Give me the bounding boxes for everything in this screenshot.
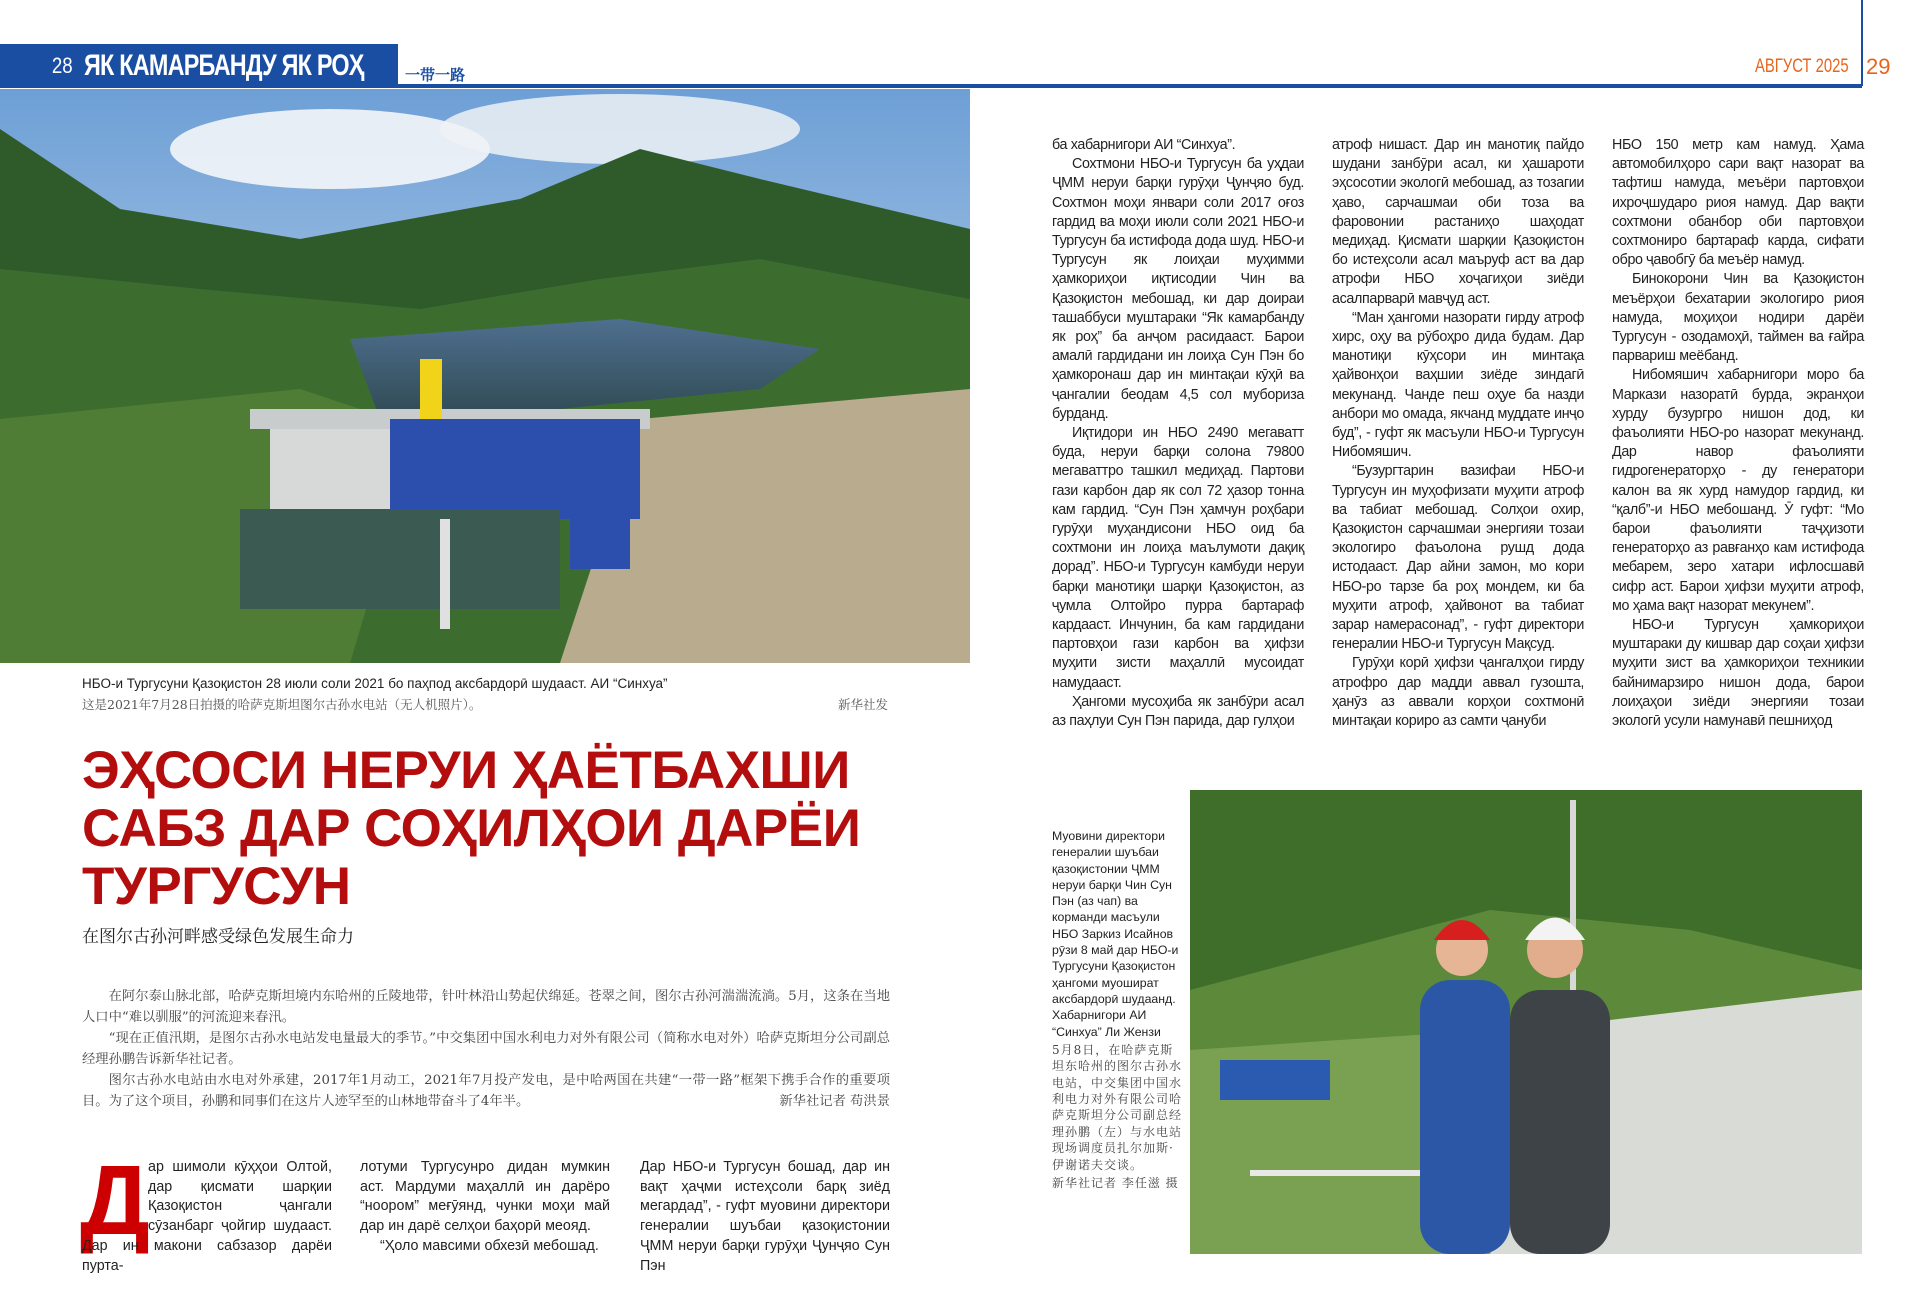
body-paragraph: атроф нишаст. Дар ин манотиқ пайдо шудани занбӯри асал, ки ҳашароти эҳсосотии экологӣ мебошад, аз тозагии ҳаво, сарчашмаи оби тоза ва фаровонии растаниҳо шаҳодат медиҳад. Қисмати шарқии Қазоқистон бо истеҳсоли асал маъруф аст ва дар атрофи НБО хоҷагиҳои зиёди асалпарварӣ мавҷуд аст. [1332, 137, 1584, 307]
body-paragraph: ба хабарнигори АИ “Синхуа”. [1052, 137, 1236, 153]
page-edge-rule [1861, 0, 1863, 86]
chinese-summary [82, 986, 890, 1112]
body-paragraph: “Ман ҳангоми назорати гирду атроф хирс, оҳу ва рӯбоҳро дида будам. Дар манотиқи кӯҳсори ин минтақа ҳайвонҳои ваҳшии зиёде зиндагӣ мекунанд. Чанде пеш оҳуе ба назди анбори мо омада, якчанд муддате инҷо буд”, - гуфт як масъули НБО-и Тургусун Нибомяшич. [1332, 309, 1584, 461]
drop-cap: Д [80, 1145, 150, 1255]
body-paragraph: ар шимоли кӯҳҳои Олтой, дар қисмати шарқии Қазоқистон ҷангали сӯзанбарг ҷойгир шудааст. Дар ин макони сабзазор дарёи пурта- [82, 1159, 332, 1274]
body-paragraph: “Ҳоло мавсими обхезӣ мебошад. [380, 1237, 599, 1254]
cn-paragraph: “现在正值汛期，是图尔古孙水电站发电量最大的季节。”中交集团中国水利电力对外有限公司（简称水电对外）哈萨克斯坦分公司副总经理孙鹏告诉新华社记者。 [82, 1031, 890, 1067]
body-paragraph: Нибомяшич хабарнигори моро ба Маркази назоратӣ бурда, экранҳои хурду бузургро нишон дод, ки фаъолияти НБО-ро назорат мекунанд. Дар навор фаъолияти гидрогенераторҳо - ду генератори калон ва як хурд намудор гардид, ки “қалб”-и НБО мебошанд. Ӯ гуфт: “Мо барои фаъолияти таҷҳизоти генераторҳо аз равғанҳо кам истифода мебарем, зеро хатари ифлосшавӣ сифр аст. Барои ҳифзи муҳити атроф, мо ҳама вақт назорат мекунем”. [1612, 367, 1864, 614]
photo2-caption-block [1052, 828, 1184, 1192]
body-paragraph: лотуми Тургусунро дидан мумкин аст. Мардуми маҳаллӣ ин дарёро “ноором” меғӯянд, чунки моҳи май дар ин дарё селҳои баҳорӣ меояд. [360, 1159, 610, 1235]
section-header-bar [0, 44, 398, 87]
right-column-1 [1052, 136, 1304, 731]
drop-cap-spacer [82, 1158, 148, 1236]
photo1-caption: НБО-и Тургусуни Қазоқистон 28 июли соли 2021 бо паҳпод аксбардорӣ шудааст. АИ “Синхуа” [82, 676, 668, 691]
article-subtitle-cn: 在图尔古孙河畔感受绿色发展生命力 [82, 927, 354, 946]
body-paragraph: Гурӯҳи корӣ ҳифзи ҷангалҳои гирду атрофро дар мадди аввал гузошта, ҳанӯз аз аввали корҳои сохтмонӣ минтақаи кориро аз самти ҷануби [1332, 655, 1584, 730]
photo2-caption-cn: 5月8日，在哈萨克斯坦东哈州的图尔古孙水电站，中交集团中国水利电力对外有限公司哈萨克斯坦分公司副总经理孙鹏（左）与水电站现场调度员扎尔加斯·伊谢诺夫交谈。 [1052, 1042, 1183, 1172]
body-paragraph: НБО-и Тургусун ҳамкориҳои муштараки ду кишвар дар соҳаи ҳифзи муҳити зист ва ҳамкориҳои техникии байнимарзиро нишон дода, барои лоиҳаҳои зиёди энергияи тозаи экологӣ усули намунавӣ пешниҳод [1612, 617, 1864, 730]
cn-paragraph: 在阿尔泰山脉北部，哈萨克斯坦境内东哈州的丘陵地带，针叶林沿山势起伏绵延。苍翠之间，图尔古孙河湍湍流淌。5月，这条在当地人口中“难以驯服”的河流迎来春汛。 [82, 989, 890, 1025]
article-headline: ЭҲСОСИ НЕРУИ ҲАЁТБАХШИ САБЗ ДАР СОҲИЛҲОИ ДАРЁИ ТУРГУСУН [82, 741, 861, 916]
engineers-photo [1190, 790, 1862, 1254]
body-paragraph: Сохтмони НБО-и Тургусун ба уҳдаи ҶММ неруи барқи гурӯҳи Ҷунҷяо буд. Сохтмон моҳи январи соли 2017 оғоз гардид ва моҳи июли соли 2021 НБО-и Тургусун ба истифода дода шуд. НБО-и Тургусун як лоиҳаи муҳимми ҳамкориҳои иқтисодии Чин ва Қазоқистон мебошад, ки дар доираи ташаббуси муштараки “Як камарбанду як роҳ” ба анҷом расидааст. Барои амалӣ гардидани ин лоиҳа Сун Пэн бо ҳамкоронаш дар ин минтақаи кӯҳӣ ва ҷангалии беодам 4,5 сол мубориза бурданд. [1052, 156, 1304, 422]
photo1-credit: 新华社发 [838, 697, 889, 712]
left-column-2 [360, 1158, 610, 1258]
body-paragraph: Дар НБО-и Тургусун бошад, дар ин вақт ҳаҷми истеҳсоли барқ зиёд мегардад”, - гуфт муовини директори генералии шуъбаи қазоқистонии ҶММ неруи барқи гурӯҳи Ҷунҷяо Сун Пэн [640, 1159, 890, 1274]
body-paragraph: НБО 150 метр кам намуд. Ҳама автомобилҳоро сари вақт назорат ва тафтиш намуда, меъёри партовҳои ихроҷшударо риоя намуд. Дар вақти сохтмони обанбор оби партовҳои сохтмониро бартараф карда, сифати обро ҷавобгӯ ба меъёр намуд. [1612, 137, 1864, 269]
issue-date: АВГУСТ 2025 [1755, 56, 1849, 77]
photo1-caption-cn: 这是2021年7月28日拍摄的哈萨克斯坦图尔古孙水电站（无人机照片）。 [82, 697, 482, 712]
right-page-number: 29 [1866, 54, 1891, 79]
right-column-3 [1612, 136, 1864, 731]
section-title: ЯК КАМАРБАНДУ ЯК РОҲ [84, 48, 365, 82]
header-rule [0, 84, 1862, 88]
body-paragraph: “Бузургтарин вазифаи НБО-и Тургусун ин муҳофизати муҳити атроф ва табиат мебошад. Солҳои охир, Қазоқистон сарчашмаи энергияи тозаи экологиро фаъолона рушд дода истодааст. Дар айни замон, мо кори НБО-ро тарзе ба роҳ мондем, ки ба муҳити атроф, ҳайвонот ва табиат зарар намерасонад”, - гуфт директори генералии НБО-и Тургусун Мақсуд. [1332, 463, 1584, 653]
photo2-credit: 新华社记者 李任滋 摄 [1052, 1176, 1179, 1191]
left-column-1 [80, 1145, 332, 1274]
left-page-number: 28 [51, 52, 73, 78]
body-paragraph: Ҳангоми мусоҳиба як занбӯри асал аз паҳлуи Сун Пэн парида, дар гулҳои [1052, 693, 1304, 730]
section-title-cn: 一带一路 [405, 66, 466, 84]
photo2-caption: Муовини директори генералии шуъбаи қазоқистонии ҶММ неруи барқи Чин Сун Пэн (аз чап) ва корманди масъули НБО Заркиз Исайнов рӯзи 8 май дар НБО-и Тургусуни Қазоқистон ҳангоми муошират аксбардорӣ шудаанд. Хабарнигори АИ “Синхуа” Ли Жензи [1052, 829, 1179, 1039]
body-paragraph: Иқтидори ин НБО 2490 мегаватт буда, неруи барқи солона 79800 мегаваттро ташкил медиҳад. Партови гази карбон дар як сол 72 ҳазор тонна кам гардид. “Сун Пэн ҳамчун роҳбари гурӯҳи муҳандисони НБО оид ба сохтмони ин лоиҳа маълумоти дақиқ дорад”. НБО-и Тургусун камбуди неруи барқи манотиқи шарқи Қазоқистон, аз ҷумла Олтойро пурра бартараф кардааст. Инчунин, ба кам гардидани партовҳои гази карбон ва ҳифзи муҳити зисти маҳаллӣ мусоидат намудааст. [1052, 425, 1304, 691]
right-column-2 [1332, 136, 1584, 731]
hydropower-station-photo [0, 89, 970, 663]
body-paragraph: Бинокорони Чин ва Қазоқистон меъёрҳои бехатарии экологиро риоя намуда, моҳиҳои нодири дарёи Тургусун - озодамоҳӣ, таймен ва ғайра парвариш меёбанд. [1612, 271, 1864, 365]
cn-paragraph [82, 1070, 890, 1112]
left-column-3 [640, 1158, 890, 1274]
cn-paragraph-text: 图尔古孙水电站由水电对外承建，2017年1月动工，2021年7月投产发电，是中哈两国在共建“一带一路”框架下携手合作的重要项目。为了这个项目，孙鹏和同事们在这片人迹罕至的山林地带奋斗了4年半。 [82, 1073, 890, 1109]
cn-byline: 新华社记者 苟洪景 [779, 1094, 890, 1109]
